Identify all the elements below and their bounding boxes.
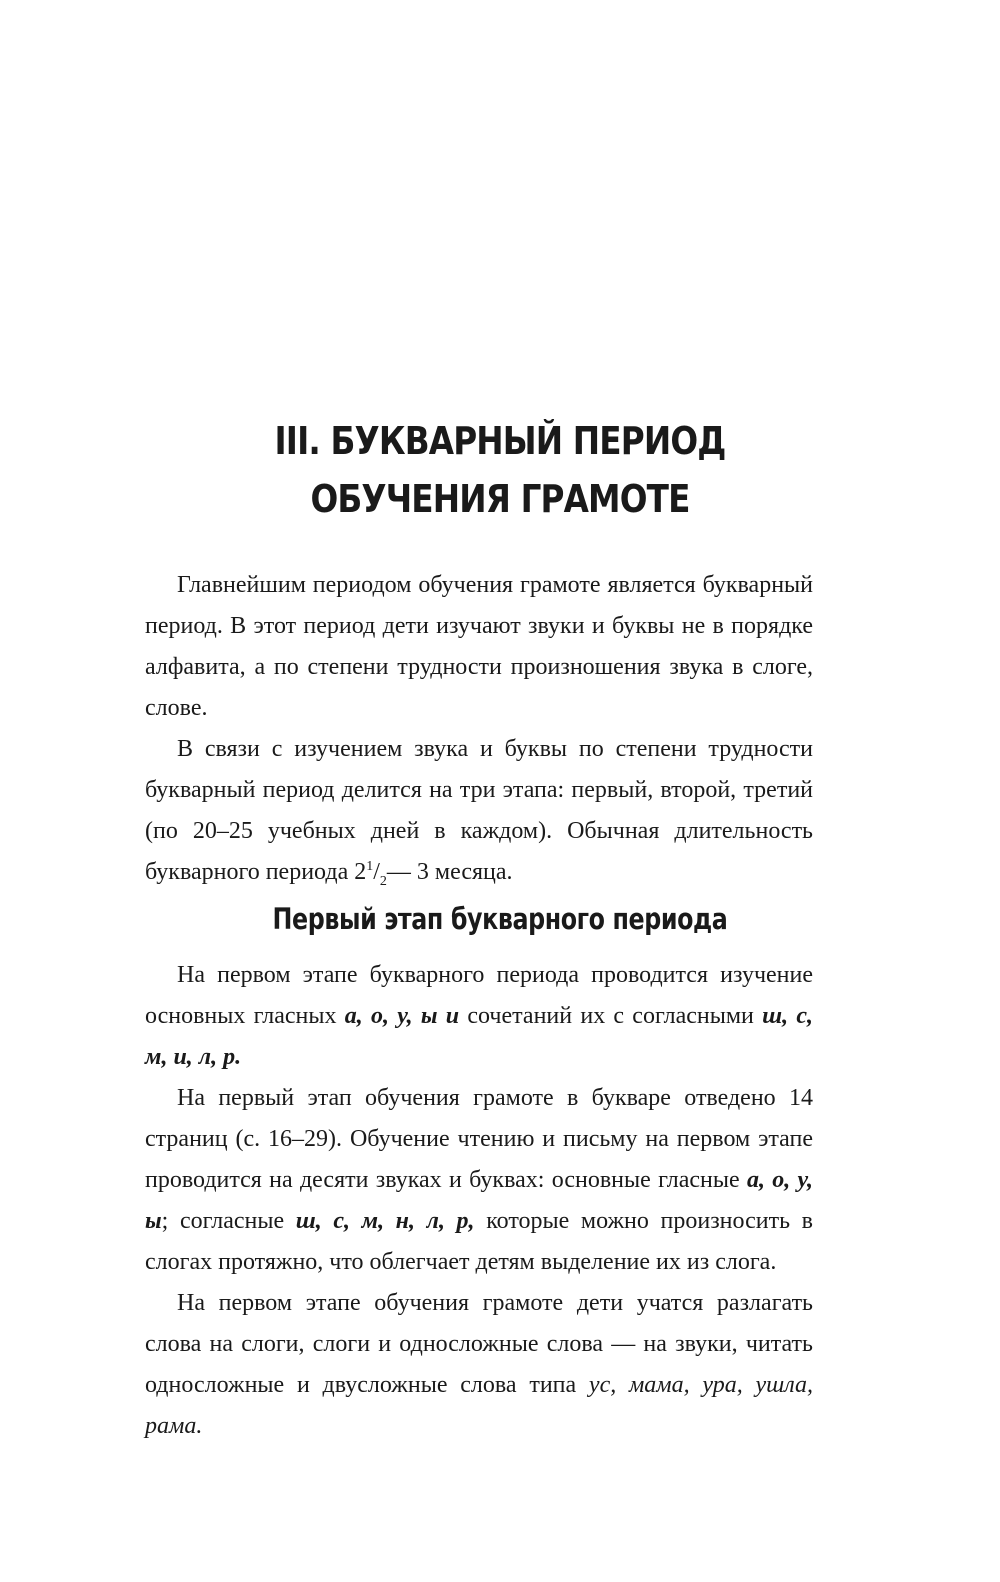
duration-tail: — 3 месяца. [386, 859, 513, 885]
duration-whole: 2 [354, 859, 367, 885]
chapter-title-line-2: ОБУЧЕНИЯ ГРАМОТЕ [310, 477, 690, 521]
chapter-title-line-1: III. БУКВАРНЫЙ ПЕРИОД [274, 419, 726, 463]
chapter-title [70, 412, 930, 528]
vowel-letters-2: а, о, у, ы [145, 1167, 814, 1234]
consonant-letters-2: ш, с, м, н, л, р, [295, 1208, 475, 1234]
section-title: Первый этап букварного периода [272, 902, 728, 936]
intro-text [145, 565, 813, 893]
example-words: ус, мама, ура, ушла, рама. [145, 1372, 813, 1439]
vowel-letters: а, о, у, ы и [344, 1003, 460, 1029]
stage1-p2-text-c: которые можно произносить в слогах протяжно, что облегчает детям выделение их из слога. [145, 1208, 813, 1275]
stage1-paragraph-1 [145, 955, 813, 1078]
stage1-paragraph-3 [145, 1283, 813, 1447]
stage1-p1-text-b: сочетаний их с согласными [467, 1003, 754, 1029]
duration-denominator: 2 [379, 873, 387, 889]
stage1-p1-text-a: На первом этапе букварного периода проводится изучение основных гласных [145, 962, 813, 1029]
consonant-letters: ш, с, м, и, л, р. [145, 1003, 813, 1070]
stage1-p3-text-a: На первом этапе обучения грамоте дети учатся разлагать слова на слоги, слоги и односложные слова — на звуки, читать односложные и двусложные слова типа [145, 1290, 813, 1398]
intro-paragraph-2-text: В связи с изучением звука и буквы по степени трудности букварный период делится на три этапа: первый, второй, третий (по 20–25 учебных дней в каждом). Обычная длительность букварного периода [145, 736, 813, 885]
intro-paragraph-2: В связи с изучением звука и буквы по степени трудности букварный период делится на три этапа: первый, второй, третий (по 20–25 учебных дней в каждом). Обычная длительность букварного периода $2^1/_2—$ 3 месяца. [145, 736, 813, 889]
intro-paragraph-1: Главнейшим периодом обучения грамоте является букварный период. В этот период дети изучают звуки и буквы не в порядке алфавита, а по степени трудности произношения звука в слоге, слове. [145, 572, 813, 721]
duration-numerator: 1 [366, 859, 374, 874]
stage1-p2-text-b: ; согласные [161, 1208, 285, 1234]
stage1-p2-text-a: На первый этап обучения грамоте в букваре отведено 14 страниц (с. 16–29). Обучение чтению и письму на первом этапе проводится на десяти звуках и буквах: основные гласные [145, 1085, 813, 1193]
stage1-text [145, 955, 813, 1447]
stage1-paragraph-2 [145, 1078, 813, 1283]
